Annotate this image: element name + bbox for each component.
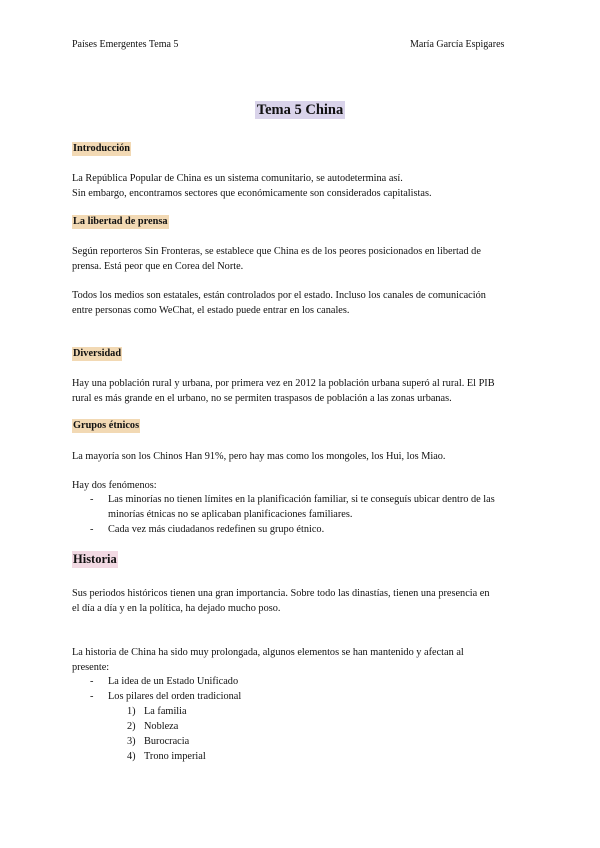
numbered-item-text: Nobleza [144,721,179,732]
historia-numbered-list [72,704,532,764]
header-right: María García Espigares [410,39,505,50]
historia-p2-line-1: La historia de China ha sido muy prolongada, algunos elementos se han mantenido y afectan al [72,647,464,658]
historia-paragraph-2 [72,645,532,675]
grupos-bullet-list [72,492,532,537]
libertad-p1-line-2: prensa. Está peor que en Corea del Norte. [72,261,244,272]
heading-historia: Historia [73,552,117,566]
intro-paragraph [72,171,532,201]
diversidad-line-2: rural es más grande en el urbano, no se permiten traspasos de población a las zonas urbanas. [72,393,452,404]
historia-p1-line-2: el día a día y en la política, ha dejado mucho poso. [72,603,281,614]
bullet-dash: - [90,494,94,505]
libertad-paragraph-1 [72,244,532,274]
page-title-wrap [0,101,600,119]
numbered-item-text: Trono imperial [144,751,206,762]
historia-bullet-2: Los pilares del orden tradicional [108,691,242,702]
grupos-bullet-2-line-1: Cada vez más ciudadanos redefinen su grupo étnico. [108,524,325,535]
list-item [72,492,532,522]
list-number: 1) [127,706,136,717]
libertad-p2-line-2: entre personas como WeChat, el estado puede entrar en los canales. [72,305,350,316]
libertad-paragraph-2 [72,288,532,318]
libertad-p2-line-1: Todos los medios son estatales, están controlados por el estado. Incluso los canales de comunicación [72,290,486,301]
list-item [72,704,532,719]
diversidad-paragraph [72,376,532,406]
list-item [72,522,532,537]
libertad-p1-line-1: Según reporteros Sin Fronteras, se establece que China es de los peores posicionados en libertad de [72,246,481,257]
heading-libertad-prensa: La libertad de prensa [73,216,168,227]
heading-grupos-etnicos: Grupos étnicos [73,420,140,431]
bullet-dash: - [90,524,94,535]
historia-bullet-list [72,674,532,704]
numbered-item-text: La familia [144,706,187,717]
list-item [72,749,532,764]
bullet-dash: - [90,691,94,702]
page-title: Tema 5 China [256,102,344,118]
list-number: 4) [127,751,136,762]
list-number: 3) [127,736,136,747]
historia-p1-line-1: Sus periodos históricos tienen una gran importancia. Sobre todo las dinastías, tienen una presencia en [72,588,490,599]
intro-line-1: La República Popular de China es un sistema comunitario, se autodetermina así. [72,173,403,184]
intro-line-2: Sin embargo, encontramos sectores que económicamente son considerados capitalistas. [72,188,432,199]
list-number: 2) [127,721,136,732]
grupos-bullet-1-line-1: Las minorías no tienen límites en la planificación familiar, si te conseguís ubicar dentro de las [108,494,495,505]
historia-p2-line-2: presente: [72,662,110,673]
historia-bullet-1: La idea de un Estado Unificado [108,676,239,687]
numbered-item-text: Burocracia [144,736,190,747]
grupos-bullet-1-line-2: minorías étnicas no se aplicaban planificaciones familiares. [108,509,353,520]
heading-diversidad: Diversidad [73,348,122,359]
list-item [72,719,532,734]
historia-paragraph-1 [72,586,532,616]
grupos-paragraph-1: La mayoría son los Chinos Han 91%, pero hay mas como los mongoles, los Hui, los Miao. [72,451,446,462]
heading-introduccion: Introducción [73,143,131,154]
list-item [72,674,532,689]
bullet-dash: - [90,676,94,687]
list-item [72,734,532,749]
diversidad-line-1: Hay una población rural y urbana, por primera vez en 2012 la población urbana superó al rural. El PIB [72,378,495,389]
list-item [72,689,532,704]
grupos-paragraph-2: Hay dos fenómenos: [72,480,157,491]
header-left: Países Emergentes Tema 5 [72,39,179,50]
